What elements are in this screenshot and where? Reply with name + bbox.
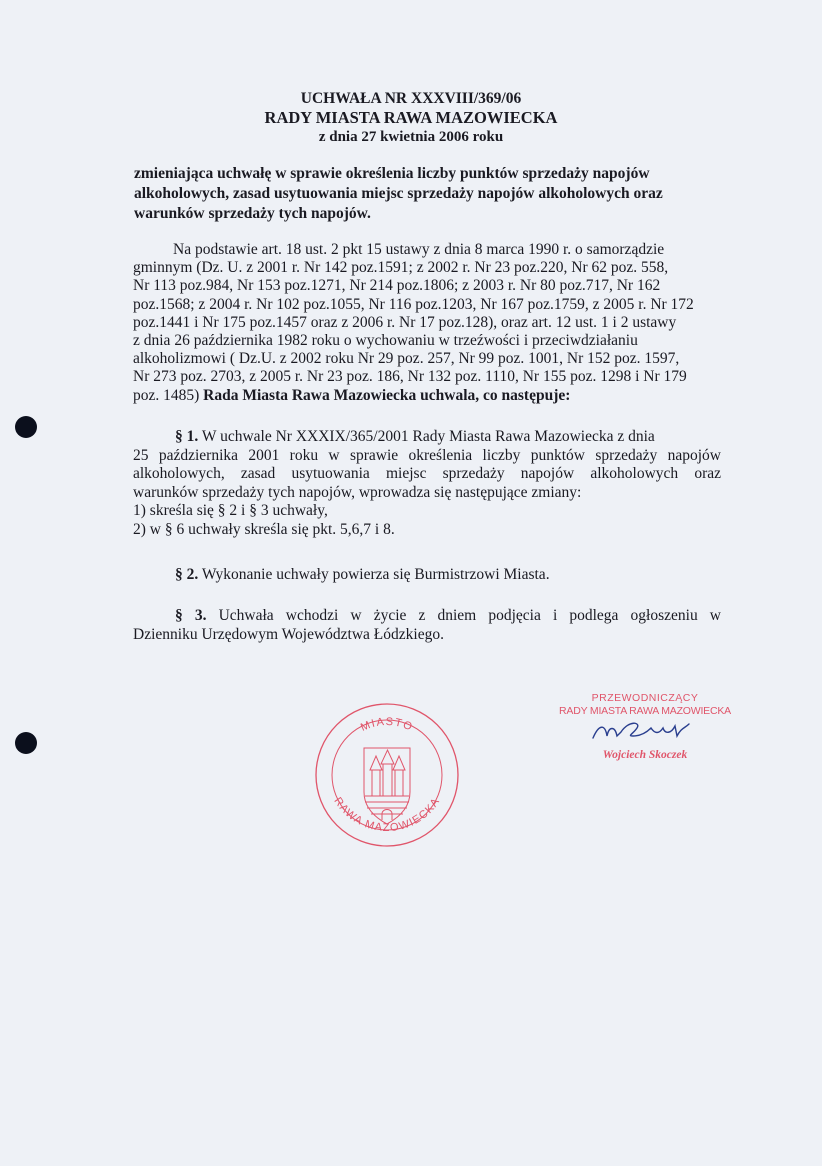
resolution-date: z dnia 27 kwietnia 2006 roku bbox=[318, 129, 504, 145]
section-1-line: 25 października 2001 roku w sprawie określenia liczby punktów sprzedaży napojów bbox=[133, 446, 721, 464]
section-2-line bbox=[133, 566, 733, 585]
city-seal-stamp bbox=[312, 700, 462, 850]
section-3-line: Uchwała wchodzi w życie z dniem podjęcia i podlega ogłoszeniu w bbox=[206, 607, 721, 624]
signature-block bbox=[530, 692, 760, 761]
council-name: RADY MIASTA RAWA MAZOWIECKA bbox=[264, 108, 558, 127]
svg-text:RAWA MAZOWIECKA: RAWA MAZOWIECKA bbox=[331, 795, 443, 835]
resolution-number: UCHWAŁA NR XXXVIII/369/06 bbox=[300, 90, 522, 107]
section-1-first-line bbox=[133, 428, 733, 447]
section-3-line: Dzienniku Urzędowym Województwa Łódzkiego. bbox=[133, 625, 444, 643]
section-1-label: § 1. bbox=[175, 428, 199, 445]
basis-line: Na podstawie art. 18 ust. 2 pkt 15 ustawy z dnia 8 marca 1990 r. o samorządzie bbox=[173, 241, 665, 258]
basis-line: Nr 273 poz. 2703, z 2005 r. Nr 23 poz. 186, Nr 132 poz. 1110, Nr 155 poz. 1298 i Nr 179 bbox=[133, 368, 687, 386]
section-1 bbox=[133, 428, 733, 539]
section-3-label: § 3. bbox=[175, 607, 207, 624]
basis-line: Nr 113 poz.984, Nr 153 poz.1271, Nr 214 poz.1806; z 2003 r. Nr 80 poz.717, Nr 162 bbox=[133, 277, 661, 295]
section-2-text: Wykonanie uchwały powierza się Burmistrzowi Miasta. bbox=[198, 566, 550, 583]
section-1-line: alkoholowych, zasad usytuowania miejsc sprzedaży napojów alkoholowych oraz bbox=[133, 465, 721, 482]
legal-basis bbox=[133, 241, 753, 405]
section-3 bbox=[133, 607, 733, 644]
enacting-clause: Rada Miasta Rawa Mazowiecka uchwala, co następuje: bbox=[203, 386, 571, 404]
basis-line: poz. 1485) bbox=[133, 386, 204, 404]
section-1-item: 1) skreśla się § 2 i § 3 uchwały, bbox=[133, 502, 328, 519]
section-3-first-line bbox=[133, 607, 721, 626]
signatory-name: Wojciech Skoczek bbox=[602, 749, 688, 761]
svg-text:MIASTO: MIASTO bbox=[358, 715, 416, 734]
basis-line-final bbox=[133, 387, 753, 405]
section-2-label: § 2. bbox=[175, 566, 199, 583]
basis-line: poz.1441 i Nr 175 poz.1457 oraz z 2006 r. Nr 17 poz.128), oraz art. 12 ust. 1 i 2 ustawy bbox=[133, 313, 677, 331]
handwritten-signature bbox=[585, 718, 705, 742]
basis-line: gminnym (Dz. U. z 2001 r. Nr 142 poz.1591; z 2002 r. Nr 23 poz.220, Nr 62 poz. 558, bbox=[133, 259, 669, 277]
basis-line: poz.1568; z 2004 r. Nr 102 poz.1055, Nr 116 poz.1203, Nr 167 poz.1759, z 2005 r. Nr 172 bbox=[133, 295, 694, 313]
subject-line: warunków sprzedaży tych napojów. bbox=[134, 205, 371, 222]
section-1-item: 2) w § 6 uchwały skreśla się pkt. 5,6,7 i 8. bbox=[133, 520, 395, 538]
punch-hole-bottom bbox=[15, 732, 37, 754]
resolution-subject bbox=[134, 164, 734, 224]
basis-line: alkoholizmowi ( Dz.U. z 2002 roku Nr 29 poz. 257, Nr 99 poz. 1001, Nr 152 poz. 1597, bbox=[133, 350, 680, 368]
punch-hole-top bbox=[15, 416, 37, 438]
basis-line: z dnia 26 października 1982 roku o wychowaniu w trzeźwości i przeciwdziałaniu bbox=[133, 332, 638, 350]
signatory-council: RADY MIASTA RAWA MAZOWIECKA bbox=[559, 705, 731, 717]
signatory-title: PRZEWODNICZĄCY bbox=[591, 692, 699, 704]
section-2 bbox=[133, 566, 733, 585]
subject-line: alkoholowych, zasad usytuowania miejsc sprzedaży napojów alkoholowych oraz bbox=[134, 185, 663, 202]
section-1-line: W uchwale Nr XXXIX/365/2001 Rady Miasta Rawa Mazowiecka z dnia bbox=[198, 428, 655, 445]
section-1-line: warunków sprzedaży tych napojów, wprowadza się następujące zmiany: bbox=[133, 483, 582, 501]
subject-line: zmieniająca uchwałę w sprawie określenia liczby punktów sprzedaży napojów bbox=[134, 165, 650, 182]
